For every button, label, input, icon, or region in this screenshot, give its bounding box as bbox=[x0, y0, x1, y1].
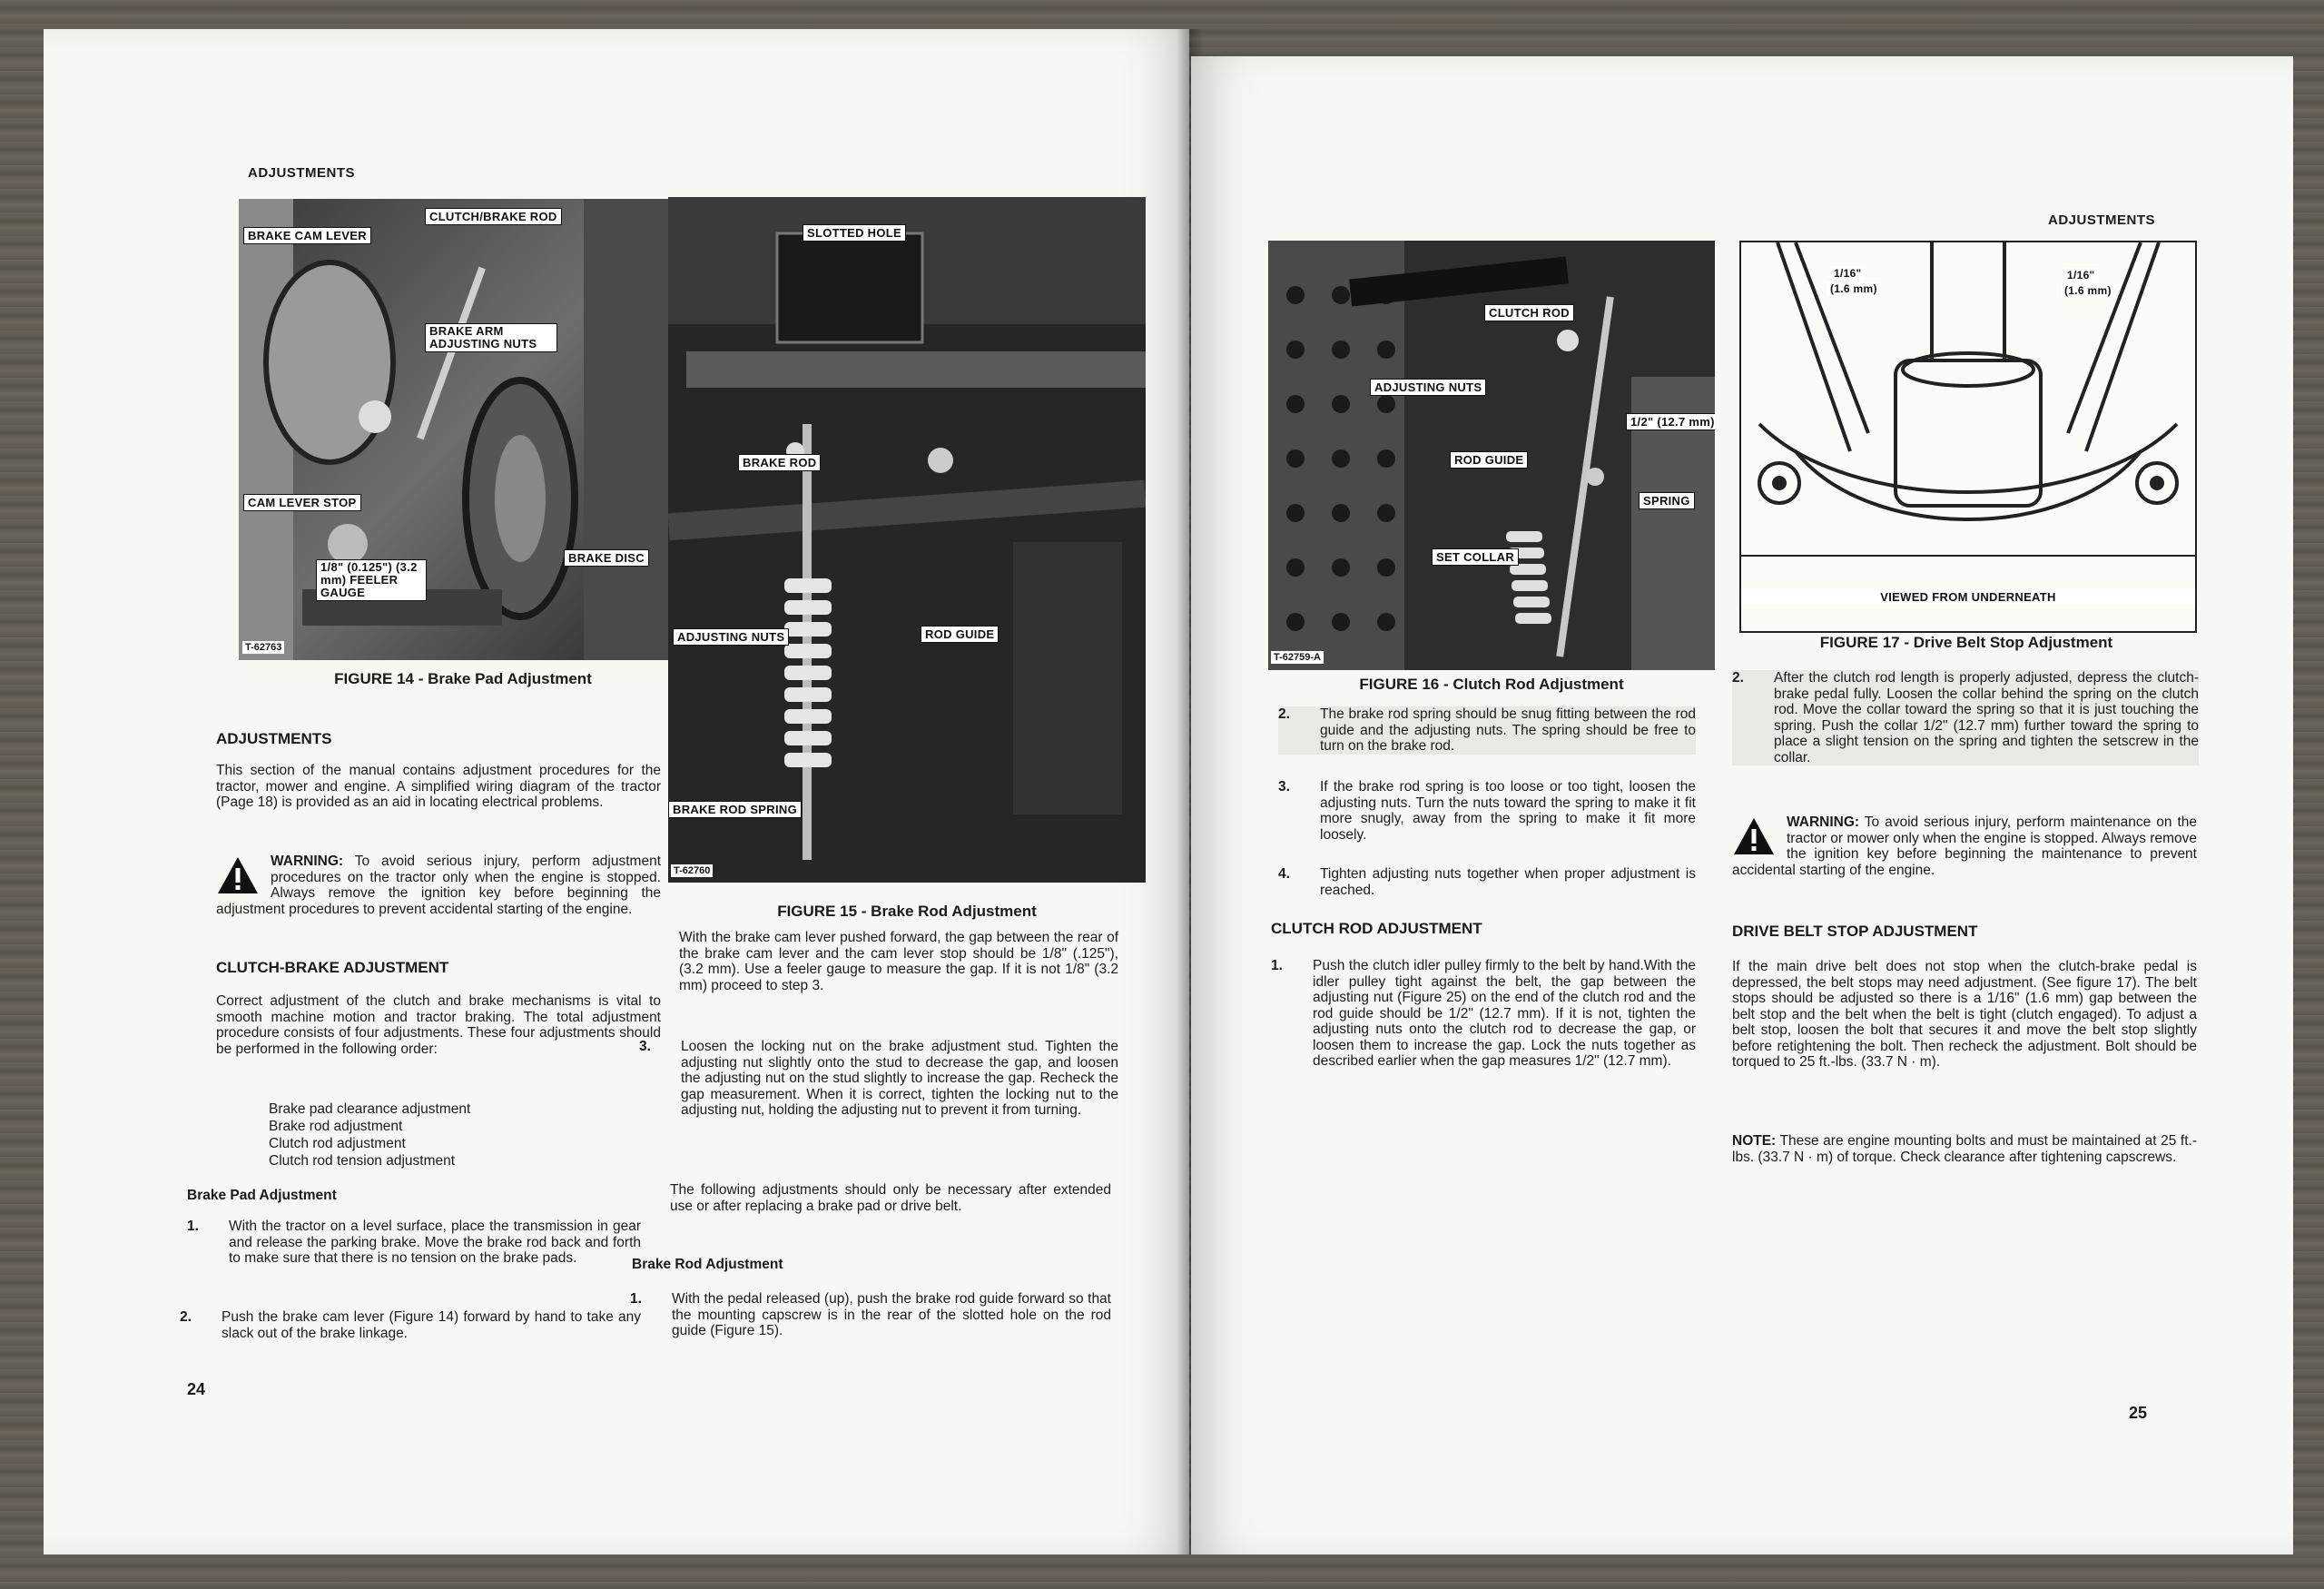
figure-15-photo bbox=[668, 197, 1146, 883]
brake-spring-step-2: 2. The brake rod spring should be snug fitting between the rod guide and the adjusting nuts. The spring should be free to turn on the brake rod. bbox=[1278, 706, 1696, 754]
label-spring: SPRING bbox=[1639, 492, 1695, 509]
label-set-collar: SET COLLAR bbox=[1432, 548, 1519, 566]
label-right-gap: 1/16" bbox=[2063, 268, 2099, 282]
brake-spring-step-3: 3. If the brake rod spring is too loose or too tight, loosen the adjusting nuts. Turn the nuts toward the spring to make it fit more snugly, away from the spring to make it fit more loosely. bbox=[1278, 779, 1696, 843]
left-page-number: 24 bbox=[187, 1380, 206, 1398]
figure-14-caption: FIGURE 14 - Brake Pad Adjustment bbox=[334, 670, 592, 687]
warning-triangle-icon bbox=[1732, 816, 1776, 856]
label-cam-lever-stop: CAM LEVER STOP bbox=[243, 494, 361, 511]
clutch-rod-heading: CLUTCH ROD ADJUSTMENT bbox=[1271, 920, 1482, 937]
label-feeler-gauge: 1/8" (0.125") (3.2 mm) FEELER GAUGE bbox=[316, 559, 427, 601]
left-warning-text: To avoid serious injury, perform adjustment procedures on the tractor only when the engine is stopped. Always remove the ignition key before beginning the adjustment procedures to prevent accidental starting of the engine. bbox=[216, 854, 661, 917]
label-brake-rod-spring: BRAKE ROD SPRING bbox=[668, 801, 802, 818]
brake-pad-step-3: 3. Loosen the locking nut on the brake adjustment stud. Tighten the adjusting nut slightly onto the stud to decrease the gap, and loosen the adjusting nut on the stud slightly to increase the gap. Recheck the gap measurement. When it is correct, tighten the locking nut to the adjusting nut, holding the adjusting nut to prevent it from turning. bbox=[639, 1039, 1118, 1118]
figure-15-code: T-62760 bbox=[671, 864, 713, 877]
label-adjusting-nuts-16: ADJUSTING NUTS bbox=[1370, 379, 1486, 396]
warning-triangle-icon bbox=[216, 855, 260, 895]
label-adjusting-nuts: ADJUSTING NUTS bbox=[673, 628, 789, 646]
label-brake-disc: BRAKE DISC bbox=[564, 549, 649, 567]
note-text: These are engine mounting bolts and must be maintained at 25 ft.-lbs. (33.7 N · m) of torque. Check clearance after tightening capscrews. bbox=[1732, 1133, 2198, 1165]
brake-rod-step-1: 1. With the pedal released (up), push the brake rod guide forward so that the mounting capscrew is in the rear of the slotted hole on the rod guide (Figure 15). bbox=[630, 1291, 1111, 1338]
figure-17-drawing bbox=[1739, 241, 2197, 633]
left-page bbox=[44, 29, 1189, 1554]
clutch-rod-step-1: 1. Push the clutch idler pulley firmly to the belt by hand.With the idler pulley tight against the belt, the gap between the adjusting nut (Figure 25) on the end of the clutch rod and the rod guide should be 1/2" (12.7 mm). If it is not, tighten the adjusting nuts onto the clutch rod to decrease the gap, or loosen them to increase the gap. Lock the nuts together as described earlier when the gap measures 1/2" (12.7 mm). bbox=[1271, 958, 1696, 1069]
figure-14-code: T-62763 bbox=[242, 641, 284, 654]
label-right-gap-mm: (1.6 mm) bbox=[2061, 283, 2115, 298]
note-label: NOTE: bbox=[1732, 1133, 1777, 1149]
label-brake-cam-lever: BRAKE CAM LEVER bbox=[243, 227, 371, 244]
brake-spring-step-4: 4. Tighten adjusting nuts together when proper adjustment is reached. bbox=[1278, 866, 1696, 898]
right-page-number: 25 bbox=[2129, 1404, 2148, 1422]
following-adjustments-text: The following adjustments should only be necessary after extended use or after replacing a brake pad or drive belt. bbox=[670, 1182, 1111, 1214]
label-brake-rod: BRAKE ROD bbox=[738, 454, 821, 471]
figure-16-code: T-62759-A bbox=[1271, 651, 1324, 664]
clutch-tension-step-2: 2. After the clutch rod length is properly adjusted, depress the clutch-brake pedal fully. Loosen the collar behind the spring on the clutch rod. Move the collar toward the spring so that it is just touching the spring. Push the collar 1/2" (12.7 mm) further toward the spring to place a slight tension on the spring and tighten the setscrew in the collar. bbox=[1732, 670, 2199, 765]
figure-16-photo bbox=[1268, 241, 1715, 670]
drive-belt-text: If the main drive belt does not stop when the clutch-brake pedal is depressed, the belt stops may need adjustment. (See figure 17). The belt stops should be adjusted so there is a 1/16" (1.6 mm) gap between the belt stop and the belt when the belt is tight (clutch engaged). To adjust a belt stop, loosen the bolt that secures it and move the belt stop slightly before retightening the bolt. Then recheck the adjustment. Bolt should be torqued to 25 ft.-lbs. (33.7 N · m). bbox=[1732, 959, 2197, 1070]
label-clutch-rod: CLUTCH ROD bbox=[1484, 304, 1574, 321]
right-page-header: ADJUSTMENTS bbox=[2048, 212, 2156, 228]
brake-pad-step-1: 1. With the tractor on a level surface, place the transmission in gear and release the parking brake. Move the brake rod back and forth to make sure that there is no tension on the brake pads. bbox=[187, 1219, 641, 1266]
label-left-gap: 1/16" bbox=[1830, 266, 1866, 281]
drive-belt-heading: DRIVE BELT STOP ADJUSTMENT bbox=[1732, 923, 1978, 940]
left-warning-block bbox=[216, 854, 661, 917]
figure-15-caption: FIGURE 15 - Brake Rod Adjustment bbox=[777, 903, 1037, 920]
right-warning-block bbox=[1732, 814, 2197, 878]
list-item: Brake rod adjustment bbox=[269, 1119, 403, 1134]
left-page-header: ADJUSTMENTS bbox=[248, 165, 356, 181]
brake-pad-step-2: 2. Push the brake cam lever (Figure 14) forward by hand to take any slack out of the brake linkage. bbox=[180, 1309, 641, 1341]
col2-intro-text: With the brake cam lever pushed forward, the gap between the rear of the brake cam lever and the cam lever stop should be 1/8" (.125"), (3.2 mm). Use a feeler gauge to measure the gap. If it is not 1/8" (3.2 mm) proceed to step 3. bbox=[679, 930, 1118, 993]
figure-14-photo bbox=[239, 199, 687, 660]
list-item: Brake pad clearance adjustment bbox=[269, 1101, 471, 1117]
clutch-brake-text: Correct adjustment of the clutch and brake mechanisms is vital to smooth machine motion and tractor braking. The total adjustment procedure consists of four adjustments. These four adjustments should be performed in the following order: bbox=[216, 993, 661, 1057]
list-item: Clutch rod adjustment bbox=[269, 1136, 406, 1151]
note-block bbox=[1732, 1133, 2197, 1165]
left-warning-label: WARNING: bbox=[271, 854, 344, 869]
label-clutch-brake-rod: CLUTCH/BRAKE ROD bbox=[425, 208, 562, 225]
right-warning-label: WARNING: bbox=[1787, 814, 1860, 830]
adjustment-order-list bbox=[269, 1100, 470, 1170]
label-brake-arm-adjusting-nuts: BRAKE ARM ADJUSTING NUTS bbox=[425, 323, 557, 352]
label-half-inch-gap: 1/2" (12.7 mm) bbox=[1626, 413, 1715, 430]
label-rod-guide: ROD GUIDE bbox=[921, 626, 999, 643]
label-viewed-from-underneath: VIEWED FROM UNDERNEATH bbox=[1741, 589, 2195, 605]
right-page bbox=[1191, 56, 2293, 1554]
adjustments-text: This section of the manual contains adjustment procedures for the tractor, mower and engine. A simplified wiring diagram of the tractor (Page 18) is provided as an aid in locating electrical problems. bbox=[216, 763, 661, 810]
list-item: Clutch rod tension adjustment bbox=[269, 1153, 456, 1169]
label-slotted-hole: SLOTTED HOLE bbox=[803, 224, 906, 242]
label-rod-guide-16: ROD GUIDE bbox=[1450, 451, 1528, 469]
label-left-gap-mm: (1.6 mm) bbox=[1827, 281, 1881, 296]
figure-17-caption: FIGURE 17 - Drive Belt Stop Adjustment bbox=[1819, 634, 2113, 651]
right-warning-text: To avoid serious injury, perform maintenance on the tractor or mower only when the engine is stopped. Always remove the ignition key before beginning the maintenance to prevent accidental starting of the engine. bbox=[1732, 814, 2197, 878]
figure-16-caption: FIGURE 16 - Clutch Rod Adjustment bbox=[1359, 676, 1624, 693]
brake-rod-heading: Brake Rod Adjustment bbox=[632, 1257, 783, 1272]
brake-pad-heading: Brake Pad Adjustment bbox=[187, 1188, 337, 1203]
adjustments-heading: ADJUSTMENTS bbox=[216, 730, 332, 747]
clutch-brake-heading: CLUTCH-BRAKE ADJUSTMENT bbox=[216, 959, 449, 976]
